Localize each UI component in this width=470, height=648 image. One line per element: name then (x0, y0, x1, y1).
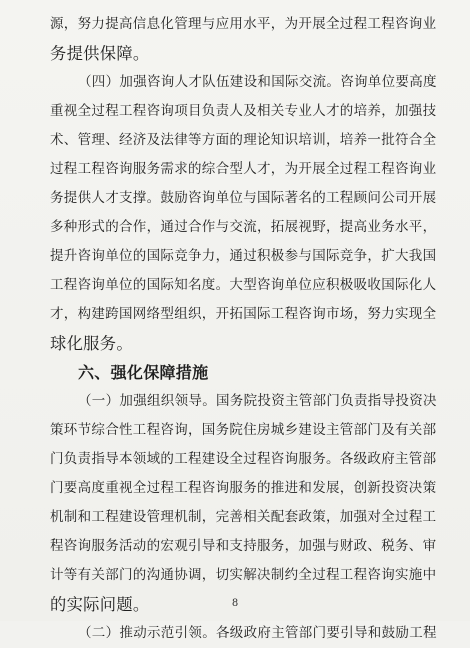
text-line: 计等有关部门的沟通协调，切实解决制约全过程工程咨询实施中 (50, 567, 437, 583)
text-line: （二）推动示范引领。各级政府主管部门要引导和鼓励工程 (78, 625, 437, 641)
text-line: 的实际问题。 (50, 595, 150, 614)
text-line: （一）加强组织领导。国务院投资主管部门负责指导投资决 (78, 393, 437, 409)
text-line: 多种形式的合作，通过合作与交流，拓展视野，提高业务水平， (50, 219, 437, 235)
text-line: 球化服务。 (50, 334, 133, 353)
text-line: 程咨询服务活动的宏观引导和支持服务，加强与财政、税务、审 (50, 538, 437, 554)
text-line: 过程工程咨询服务需求的综合型人才，为开展全过程工程咨询业 (50, 161, 437, 177)
section-heading: 六、强化保障措施 (78, 363, 209, 382)
text-line: 重视全过程工程咨询项目负责人及相关专业人才的培养，加强技 (50, 103, 437, 119)
text-line: 策环节综合性工程咨询，国务院住房城乡建设主管部门及有关部 (50, 422, 437, 438)
text-line: 门要高度重视全过程工程咨询服务的推进和发展，创新投资决策 (50, 480, 437, 496)
text-line: 工程咨询单位的国际知名度。大型咨询单位应积极吸收国际化人 (50, 277, 437, 293)
text-line: （四）加强咨询人才队伍建设和国际交流。咨询单位要高度 (78, 74, 437, 90)
text-line: 门负责指导本领域的工程建设全过程咨询服务。各级政府主管部 (50, 451, 437, 467)
text-line: 才，构建跨国网络型组织，开拓国际工程咨询市场，努力实现全 (50, 306, 437, 322)
document-body (50, 10, 440, 648)
text-line: 机制和工程建设管理机制，完善相关配套政策，加强对全过程工 (50, 509, 437, 525)
text-line: 术、管理、经济及法律等方面的理论知识培训，培养一批符合全 (50, 132, 437, 148)
page-number: 8 (231, 598, 239, 609)
text-line: 提升咨询单位的国际竞争力，通过积极参与国际竞争，扩大我国 (50, 248, 437, 264)
text-line: 务提供人才支撑。鼓励咨询单位与国际著名的工程顾问公司开展 (50, 190, 437, 206)
text-line: 务提供保障。 (50, 44, 150, 63)
text-line: 源，努力提高信息化管理与应用水平，为开展全过程工程咨询业 (50, 16, 437, 32)
